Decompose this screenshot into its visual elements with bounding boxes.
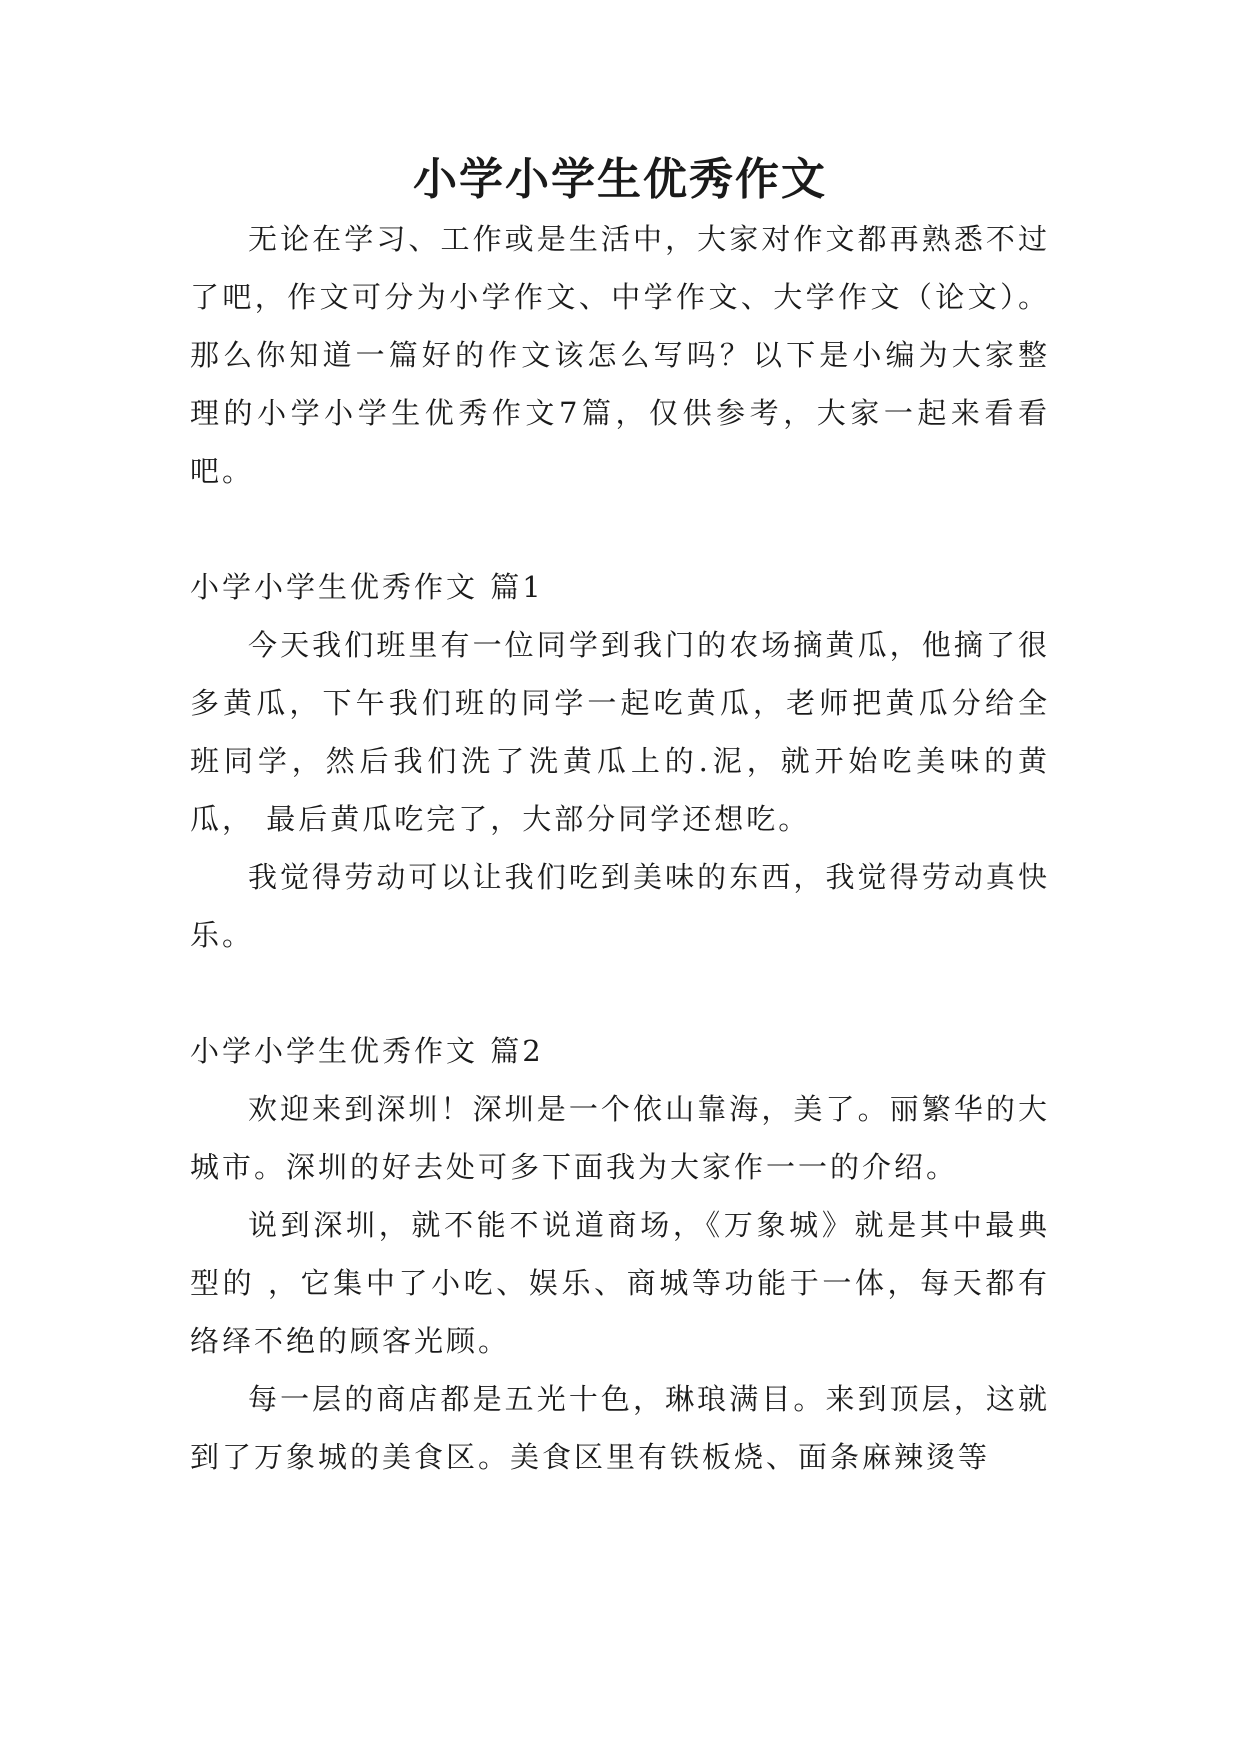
section-paragraph: 说到深圳，就不能不说道商场，《万象城》就是其中最典型的 ，它集中了小吃、娱乐、商城等功能于一体，每天都有络绎不绝的顾客光顾。: [190, 1208, 1050, 1358]
section-heading: 小学小学生优秀作文 篇2: [190, 1034, 544, 1068]
section-heading: 小学小学生优秀作文 篇1: [190, 570, 544, 604]
document-page: [190, 0, 1050, 1486]
section-paragraph: 今天我们班里有一位同学到我门的农场摘黄瓜，他摘了很多黄瓜，下午我们班的同学一起吃黄瓜，老师把黄瓜分给全班同学，然后我们洗了洗黄瓜上的.泥，就开始吃美味的黄瓜， 最后黄瓜吃完了，大部分同学还想吃。: [190, 628, 1050, 836]
section-paragraph: 每一层的商店都是五光十色，琳琅满目。来到顶层，这就到了万象城的美食区。美食区里有铁板烧、面条麻辣烫等: [190, 1382, 1050, 1474]
section-paragraph: 我觉得劳动可以让我们吃到美味的东西，我觉得劳动真快乐。: [190, 860, 1050, 952]
section-paragraph: 欢迎来到深圳！深圳是一个依山靠海，美了。丽繁华的大城市。深圳的好去处可多下面我为大家作一一的介绍。: [190, 1092, 1050, 1184]
document-title: 小学小学生优秀作文: [413, 154, 827, 205]
essay-section-1: [190, 558, 1050, 964]
essay-section-2: [190, 1022, 1050, 1486]
intro-paragraph: 无论在学习、工作或是生活中，大家对作文都再熟悉不过了吧，作文可分为小学作文、中学作文、大学作文（论文）。那么你知道一篇好的作文该怎么写吗？以下是小编为大家整理的小学小学生优秀作文7篇，仅供参考，大家一起来看看吧。: [190, 222, 1050, 488]
